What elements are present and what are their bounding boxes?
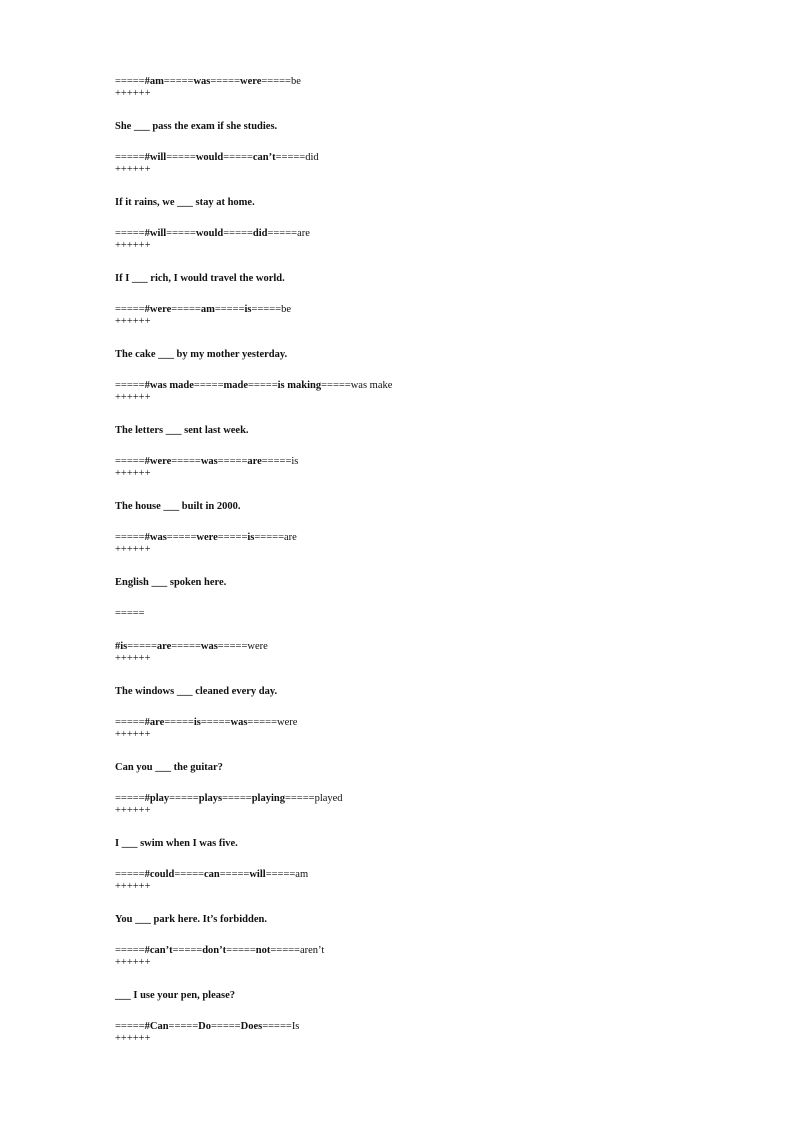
plus-divider: ++++++	[115, 1033, 151, 1044]
option-separator: =====	[261, 456, 292, 467]
option-separator: =====	[200, 717, 231, 728]
option-separator: =====	[275, 152, 306, 163]
option-separator: =====	[247, 717, 278, 728]
option: was make	[350, 380, 393, 391]
answer-options	[115, 869, 755, 881]
correct-option: #play	[144, 793, 170, 804]
option: are	[297, 228, 310, 239]
option: plays	[198, 793, 223, 804]
plus-divider: ++++++	[115, 240, 151, 251]
option: would	[195, 228, 224, 239]
option: was	[230, 717, 248, 728]
option-separator: =====	[115, 793, 145, 804]
option: would	[195, 152, 224, 163]
option: will	[249, 869, 266, 880]
option: are	[156, 641, 172, 652]
option-separator: =====	[115, 76, 145, 87]
option-separator: =====	[115, 380, 145, 391]
option-separator: =====	[115, 304, 145, 315]
option-separator: =====	[284, 793, 315, 804]
answer-options	[115, 793, 755, 805]
question-text: Can you ___ the guitar?	[115, 762, 223, 773]
plus-divider: ++++++	[115, 805, 151, 816]
correct-option: #will	[144, 152, 167, 163]
option: Do	[198, 1021, 211, 1032]
option-separator: =====	[223, 152, 253, 163]
question-text: The letters ___ sent last week.	[115, 425, 249, 436]
plus-divider: ++++++	[115, 957, 151, 968]
option-separator: =====	[115, 717, 145, 728]
answer-options	[115, 228, 755, 240]
correct-option: #was made	[144, 380, 194, 391]
answer-options	[115, 717, 755, 729]
option: is	[193, 717, 201, 728]
option-separator: =====	[169, 793, 199, 804]
option: can	[203, 869, 220, 880]
plus-divider: ++++++	[115, 881, 151, 892]
plus-divider: ++++++	[115, 468, 151, 479]
option-separator: =====	[223, 228, 253, 239]
option-separator: =====	[171, 456, 201, 467]
option: is	[291, 456, 299, 467]
option: Is	[291, 1021, 300, 1032]
option: was	[193, 76, 211, 87]
correct-option: #could	[144, 869, 175, 880]
option-separator: =====	[127, 641, 157, 652]
answer-options	[115, 532, 755, 544]
answer-options	[115, 1021, 755, 1033]
option-separator: =====	[166, 152, 196, 163]
option-separator: =====	[115, 456, 145, 467]
option-separator: =====	[115, 1021, 145, 1032]
option-separator: =====	[163, 76, 194, 87]
option: is	[247, 532, 255, 543]
option-separator: =====	[222, 793, 252, 804]
option: is making	[277, 380, 322, 391]
option-separator: =====	[265, 869, 296, 880]
option-separator: =====	[251, 304, 282, 315]
option: was	[200, 641, 218, 652]
option-separator: =====	[172, 945, 203, 956]
option: played	[314, 793, 343, 804]
option: were	[277, 717, 298, 728]
option: made	[223, 380, 249, 391]
option: Does	[240, 1021, 263, 1032]
option-separator: =====	[262, 1021, 292, 1032]
option-separator: =====	[226, 945, 256, 956]
separator-line: =====	[115, 608, 145, 619]
correct-option: #were	[144, 304, 172, 315]
option: not	[255, 945, 271, 956]
option: aren’t	[299, 945, 325, 956]
question-text: If it rains, we ___ stay at home.	[115, 197, 255, 208]
correct-option: #can’t	[144, 945, 173, 956]
option: am	[200, 304, 215, 315]
answer-options	[115, 76, 755, 88]
option-separator: =====	[211, 1021, 241, 1032]
option: are	[284, 532, 297, 543]
correct-option: #was	[144, 532, 167, 543]
question-text: If I ___ rich, I would travel the world.	[115, 273, 285, 284]
question-text: You ___ park here. It’s forbidden.	[115, 914, 267, 925]
question-text: She ___ pass the exam if she studies.	[115, 121, 278, 132]
option-separator: =====	[115, 228, 145, 239]
answer-options	[115, 456, 755, 468]
option-separator: =====	[214, 304, 245, 315]
plus-divider: ++++++	[115, 729, 151, 740]
option-separator: =====	[115, 869, 145, 880]
option-separator: =====	[261, 76, 291, 87]
option: did	[305, 152, 319, 163]
correct-option: #am	[144, 76, 164, 87]
option: am	[295, 869, 309, 880]
option: were	[196, 532, 218, 543]
option-separator: =====	[115, 945, 145, 956]
option: don’t	[202, 945, 227, 956]
option-separator: =====	[164, 717, 194, 728]
option-separator: =====	[217, 456, 248, 467]
option-separator: =====	[254, 532, 284, 543]
answer-options	[115, 380, 755, 392]
plus-divider: ++++++	[115, 392, 151, 403]
option: was	[200, 456, 218, 467]
option-separator: =====	[321, 380, 351, 391]
option-separator: =====	[171, 304, 201, 315]
option: be	[281, 304, 291, 315]
option-separator: =====	[171, 641, 201, 652]
option: can’t	[252, 152, 276, 163]
option: were	[247, 641, 268, 652]
answer-options	[115, 304, 755, 316]
question-text: The cake ___ by my mother yesterday.	[115, 349, 288, 360]
option-separator: =====	[217, 532, 248, 543]
question-text: I ___ swim when I was five.	[115, 838, 238, 849]
plus-divider: ++++++	[115, 653, 151, 664]
option-separator: =====	[168, 1021, 199, 1032]
option: be	[290, 76, 301, 87]
correct-option: #will	[144, 228, 167, 239]
option: did	[252, 228, 268, 239]
option-separator: =====	[166, 228, 196, 239]
option-separator: =====	[115, 152, 145, 163]
option-separator: =====	[270, 945, 300, 956]
question-text: The windows ___ cleaned every day.	[115, 686, 278, 697]
option-separator: =====	[174, 869, 204, 880]
question-text: The house ___ built in 2000.	[115, 501, 241, 512]
option-separator: =====	[267, 228, 298, 239]
answer-options	[115, 641, 755, 653]
option-separator: =====	[219, 869, 250, 880]
correct-option: #are	[144, 717, 165, 728]
plus-divider: ++++++	[115, 544, 151, 555]
option-separator: =====	[210, 76, 240, 87]
option-separator: =====	[248, 380, 278, 391]
option: are	[247, 456, 262, 467]
plus-divider: ++++++	[115, 88, 151, 99]
option-separator: =====	[115, 532, 145, 543]
answer-options	[115, 152, 755, 164]
option: is	[244, 304, 252, 315]
plus-divider: ++++++	[115, 316, 151, 327]
plus-divider: ++++++	[115, 164, 151, 175]
option: were	[240, 76, 262, 87]
worksheet	[115, 76, 755, 1045]
question-text: English ___ spoken here.	[115, 577, 227, 588]
option: playing	[251, 793, 285, 804]
correct-option: #is	[115, 641, 128, 652]
correct-option: #were	[144, 456, 172, 467]
option-separator: =====	[217, 641, 248, 652]
question-text: ___ I use your pen, please?	[115, 990, 235, 1001]
option-separator: =====	[193, 380, 224, 391]
correct-option: #Can	[144, 1021, 169, 1032]
option-separator: =====	[166, 532, 197, 543]
answer-options	[115, 945, 755, 957]
